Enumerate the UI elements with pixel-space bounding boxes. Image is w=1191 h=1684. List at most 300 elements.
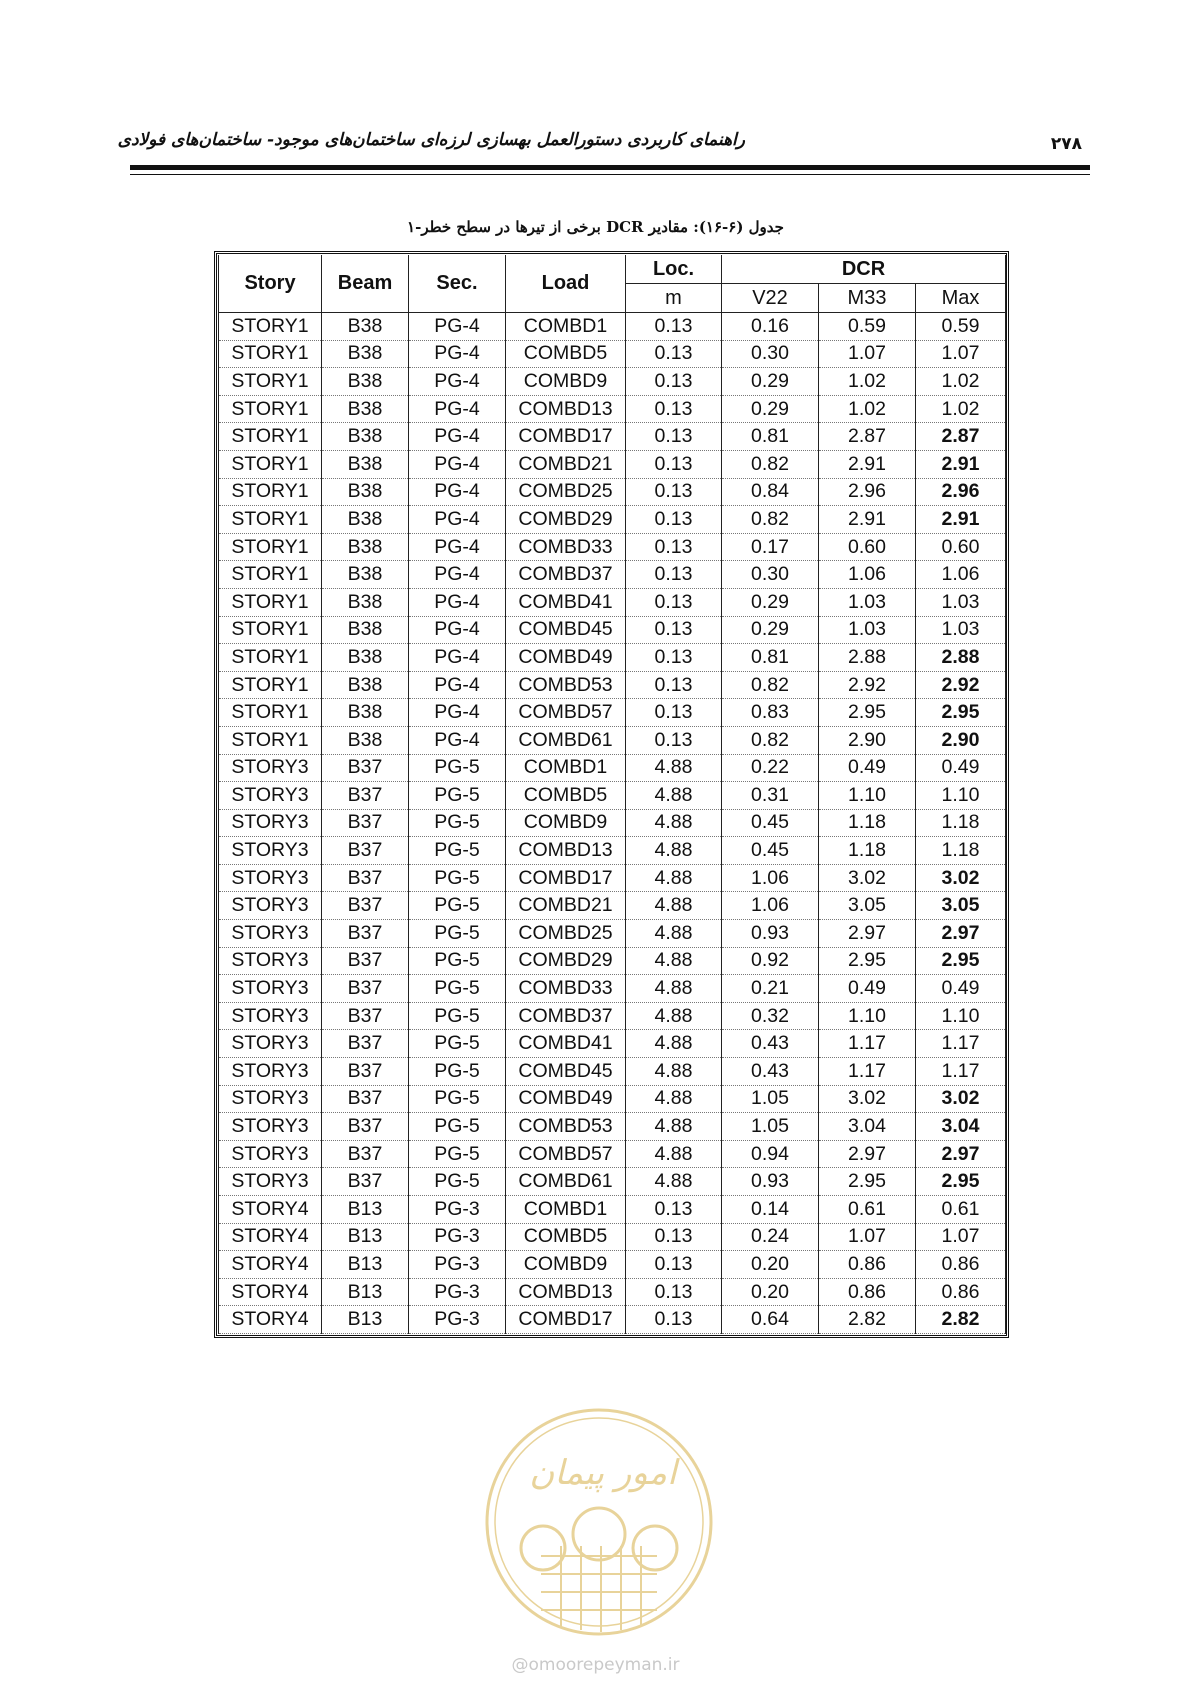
- cell-beam: B38: [322, 478, 409, 506]
- cell-v22: 0.82: [722, 671, 819, 699]
- cell-load: COMBD41: [506, 588, 626, 616]
- cell-max: 0.60: [916, 533, 1006, 561]
- cell-v22: 0.29: [722, 616, 819, 644]
- cell-story: STORY1: [219, 368, 322, 396]
- cell-story: STORY1: [219, 699, 322, 727]
- cell-v22: 0.82: [722, 450, 819, 478]
- cell-max: 2.96: [916, 478, 1006, 506]
- cell-beam: B37: [322, 837, 409, 865]
- cell-sec: PG-3: [409, 1306, 506, 1334]
- table-row: [219, 644, 1006, 672]
- cell-loc: 0.13: [626, 1251, 722, 1279]
- cell-m33: 0.86: [819, 1278, 916, 1306]
- cell-load: COMBD17: [506, 423, 626, 451]
- cell-m33: 1.17: [819, 1030, 916, 1058]
- table-row: [219, 1085, 1006, 1113]
- cell-v22: 0.30: [722, 340, 819, 368]
- cell-sec: PG-3: [409, 1278, 506, 1306]
- table-row: [219, 588, 1006, 616]
- table-row: [219, 340, 1006, 368]
- cell-v22: 0.17: [722, 533, 819, 561]
- cell-load: COMBD13: [506, 1278, 626, 1306]
- table-row: [219, 864, 1006, 892]
- cell-beam: B38: [322, 588, 409, 616]
- cell-story: STORY3: [219, 1002, 322, 1030]
- cell-m33: 1.07: [819, 1223, 916, 1251]
- cell-max: 1.07: [916, 1223, 1006, 1251]
- cell-loc: 0.13: [626, 561, 722, 589]
- cell-v22: 0.82: [722, 726, 819, 754]
- cell-load: COMBD25: [506, 920, 626, 948]
- cell-m33: 0.86: [819, 1251, 916, 1279]
- cell-sec: PG-5: [409, 920, 506, 948]
- cell-loc: 0.13: [626, 1196, 722, 1224]
- cell-max: 0.49: [916, 754, 1006, 782]
- cell-v22: 0.92: [722, 947, 819, 975]
- cell-beam: B37: [322, 864, 409, 892]
- cell-load: COMBD13: [506, 837, 626, 865]
- table-row: [219, 368, 1006, 396]
- cell-load: COMBD53: [506, 1113, 626, 1141]
- cell-beam: B38: [322, 340, 409, 368]
- cell-sec: PG-5: [409, 809, 506, 837]
- cell-v22: 0.82: [722, 506, 819, 534]
- cell-loc: 4.88: [626, 1140, 722, 1168]
- cell-m33: 2.92: [819, 671, 916, 699]
- cell-loc: 4.88: [626, 1058, 722, 1086]
- cell-loc: 0.13: [626, 616, 722, 644]
- cell-loc: 4.88: [626, 837, 722, 865]
- cell-beam: B37: [322, 975, 409, 1003]
- cell-load: COMBD53: [506, 671, 626, 699]
- cell-sec: PG-5: [409, 1168, 506, 1196]
- table-row: [219, 423, 1006, 451]
- cell-max: 2.95: [916, 1168, 1006, 1196]
- cell-beam: B37: [322, 754, 409, 782]
- cell-sec: PG-5: [409, 782, 506, 810]
- cell-beam: B38: [322, 368, 409, 396]
- table-row: [219, 1251, 1006, 1279]
- cell-story: STORY3: [219, 1030, 322, 1058]
- cell-beam: B37: [322, 892, 409, 920]
- cell-m33: 3.04: [819, 1113, 916, 1141]
- cell-story: STORY1: [219, 616, 322, 644]
- cell-beam: B38: [322, 561, 409, 589]
- cell-max: 1.03: [916, 588, 1006, 616]
- cell-loc: 4.88: [626, 1085, 722, 1113]
- cell-m33: 1.10: [819, 1002, 916, 1030]
- cell-story: STORY3: [219, 1168, 322, 1196]
- cell-beam: B13: [322, 1306, 409, 1334]
- table-row: [219, 533, 1006, 561]
- cell-m33: 0.59: [819, 313, 916, 341]
- cell-v22: 1.05: [722, 1085, 819, 1113]
- cell-v22: 0.43: [722, 1058, 819, 1086]
- cell-story: STORY3: [219, 1113, 322, 1141]
- table-row: [219, 1223, 1006, 1251]
- cell-beam: B13: [322, 1251, 409, 1279]
- cell-load: COMBD61: [506, 726, 626, 754]
- cell-max: 0.86: [916, 1278, 1006, 1306]
- header-v22: V22: [722, 284, 819, 313]
- cell-story: STORY1: [219, 533, 322, 561]
- table-row: [219, 1278, 1006, 1306]
- cell-max: 1.17: [916, 1058, 1006, 1086]
- cell-load: COMBD33: [506, 533, 626, 561]
- cell-load: COMBD17: [506, 864, 626, 892]
- cell-beam: B13: [322, 1196, 409, 1224]
- cell-beam: B38: [322, 644, 409, 672]
- cell-v22: 0.29: [722, 395, 819, 423]
- cell-load: COMBD37: [506, 1002, 626, 1030]
- cell-story: STORY3: [219, 1058, 322, 1086]
- cell-beam: B37: [322, 1030, 409, 1058]
- cell-sec: PG-5: [409, 1002, 506, 1030]
- cell-v22: 0.30: [722, 561, 819, 589]
- cell-m33: 0.49: [819, 754, 916, 782]
- cell-v22: 0.29: [722, 588, 819, 616]
- table-row: [219, 975, 1006, 1003]
- cell-sec: PG-4: [409, 340, 506, 368]
- cell-m33: 2.87: [819, 423, 916, 451]
- cell-story: STORY4: [219, 1251, 322, 1279]
- table-row: [219, 1002, 1006, 1030]
- cell-max: 2.82: [916, 1306, 1006, 1334]
- cell-m33: 1.18: [819, 837, 916, 865]
- cell-beam: B37: [322, 782, 409, 810]
- cell-v22: 0.32: [722, 1002, 819, 1030]
- cell-sec: PG-4: [409, 478, 506, 506]
- cell-v22: 0.22: [722, 754, 819, 782]
- table-row: [219, 506, 1006, 534]
- cell-m33: 1.03: [819, 616, 916, 644]
- cell-loc: 4.88: [626, 920, 722, 948]
- table-row: [219, 754, 1006, 782]
- cell-m33: 1.02: [819, 368, 916, 396]
- cell-story: STORY1: [219, 726, 322, 754]
- cell-sec: PG-5: [409, 754, 506, 782]
- cell-story: STORY3: [219, 975, 322, 1003]
- cell-loc: 4.88: [626, 782, 722, 810]
- cell-beam: B38: [322, 699, 409, 727]
- cell-loc: 0.13: [626, 1223, 722, 1251]
- cell-v22: 0.24: [722, 1223, 819, 1251]
- cell-beam: B37: [322, 1113, 409, 1141]
- cell-story: STORY1: [219, 423, 322, 451]
- cell-beam: B37: [322, 1002, 409, 1030]
- cell-beam: B38: [322, 671, 409, 699]
- table-row: [219, 809, 1006, 837]
- cell-load: COMBD29: [506, 506, 626, 534]
- cell-max: 3.02: [916, 864, 1006, 892]
- cell-load: COMBD49: [506, 644, 626, 672]
- cell-m33: 3.02: [819, 1085, 916, 1113]
- cell-m33: 2.96: [819, 478, 916, 506]
- cell-beam: B37: [322, 1140, 409, 1168]
- table-row: [219, 313, 1006, 341]
- cell-v22: 0.20: [722, 1251, 819, 1279]
- cell-loc: 0.13: [626, 1306, 722, 1334]
- cell-load: COMBD45: [506, 1058, 626, 1086]
- cell-m33: 1.07: [819, 340, 916, 368]
- cell-load: COMBD9: [506, 809, 626, 837]
- cell-loc: 4.88: [626, 947, 722, 975]
- cell-max: 3.02: [916, 1085, 1006, 1113]
- cell-m33: 1.02: [819, 395, 916, 423]
- cell-story: STORY4: [219, 1196, 322, 1224]
- cell-beam: B38: [322, 506, 409, 534]
- header-rule-thin: [130, 174, 1090, 175]
- cell-m33: 2.82: [819, 1306, 916, 1334]
- cell-loc: 4.88: [626, 754, 722, 782]
- header-load: Load: [506, 255, 626, 313]
- header-max: Max: [916, 284, 1006, 313]
- cell-load: COMBD1: [506, 754, 626, 782]
- cell-loc: 0.13: [626, 450, 722, 478]
- table-row: [219, 920, 1006, 948]
- cell-v22: 0.14: [722, 1196, 819, 1224]
- cell-max: 2.91: [916, 450, 1006, 478]
- cell-story: STORY3: [219, 837, 322, 865]
- cell-v22: 0.84: [722, 478, 819, 506]
- table-row: [219, 450, 1006, 478]
- cell-loc: 4.88: [626, 975, 722, 1003]
- cell-v22: 1.05: [722, 1113, 819, 1141]
- cell-max: 0.49: [916, 975, 1006, 1003]
- cell-sec: PG-3: [409, 1223, 506, 1251]
- cell-m33: 0.60: [819, 533, 916, 561]
- cell-loc: 0.13: [626, 368, 722, 396]
- table-row: [219, 1196, 1006, 1224]
- cell-sec: PG-5: [409, 947, 506, 975]
- cell-max: 2.97: [916, 1140, 1006, 1168]
- cell-beam: B38: [322, 395, 409, 423]
- cell-v22: 0.31: [722, 782, 819, 810]
- cell-load: COMBD33: [506, 975, 626, 1003]
- cell-story: STORY3: [219, 864, 322, 892]
- cell-sec: PG-5: [409, 1030, 506, 1058]
- header-beam: Beam: [322, 255, 409, 313]
- cell-loc: 0.13: [626, 423, 722, 451]
- cell-v22: 0.83: [722, 699, 819, 727]
- cell-v22: 0.21: [722, 975, 819, 1003]
- table-row: [219, 561, 1006, 589]
- cell-max: 0.59: [916, 313, 1006, 341]
- cell-m33: 2.91: [819, 506, 916, 534]
- cell-v22: 0.81: [722, 644, 819, 672]
- cell-v22: 0.29: [722, 368, 819, 396]
- cell-story: STORY3: [219, 754, 322, 782]
- cell-sec: PG-4: [409, 395, 506, 423]
- cell-m33: 3.05: [819, 892, 916, 920]
- cell-story: STORY1: [219, 671, 322, 699]
- cell-max: 1.10: [916, 1002, 1006, 1030]
- cell-max: 1.06: [916, 561, 1006, 589]
- cell-load: COMBD5: [506, 782, 626, 810]
- cell-sec: PG-4: [409, 616, 506, 644]
- cell-m33: 1.10: [819, 782, 916, 810]
- cell-beam: B38: [322, 533, 409, 561]
- cell-sec: PG-4: [409, 644, 506, 672]
- cell-sec: PG-5: [409, 1085, 506, 1113]
- cell-load: COMBD1: [506, 313, 626, 341]
- header-m33: M33: [819, 284, 916, 313]
- header-rule-thick: [130, 165, 1090, 170]
- cell-story: STORY1: [219, 313, 322, 341]
- cell-v22: 0.45: [722, 809, 819, 837]
- cell-max: 2.91: [916, 506, 1006, 534]
- cell-beam: B37: [322, 947, 409, 975]
- running-header-title: راهنمای کاربردی دستورالعمل بهسازی لرزه‌ای ساختمان‌های موجود- ساختمان‌های فولادی: [117, 130, 745, 150]
- cell-sec: PG-4: [409, 533, 506, 561]
- watermark-url-text: omoorepeyman.ir: [528, 1655, 680, 1675]
- page-number: ۲۷۸: [1050, 134, 1082, 154]
- cell-max: 2.92: [916, 671, 1006, 699]
- cell-beam: B38: [322, 450, 409, 478]
- table-row: [219, 1058, 1006, 1086]
- cell-story: STORY1: [219, 395, 322, 423]
- header-story: Story: [219, 255, 322, 313]
- cell-story: STORY3: [219, 892, 322, 920]
- cell-loc: 0.13: [626, 644, 722, 672]
- table-row: [219, 1030, 1006, 1058]
- omoorepeyman-logo-watermark: [483, 1406, 715, 1638]
- cell-v22: 0.93: [722, 1168, 819, 1196]
- cell-sec: PG-5: [409, 1113, 506, 1141]
- cell-sec: PG-5: [409, 1058, 506, 1086]
- cell-story: STORY1: [219, 644, 322, 672]
- cell-max: 2.88: [916, 644, 1006, 672]
- cell-load: COMBD5: [506, 1223, 626, 1251]
- cell-sec: PG-3: [409, 1196, 506, 1224]
- cell-loc: 4.88: [626, 809, 722, 837]
- table-row: [219, 1306, 1006, 1334]
- cell-sec: PG-4: [409, 671, 506, 699]
- cell-loc: 0.13: [626, 313, 722, 341]
- cell-max: 0.61: [916, 1196, 1006, 1224]
- cell-max: 1.07: [916, 340, 1006, 368]
- watermark-logo-text: امور پیمان: [529, 1453, 677, 1493]
- cell-story: STORY1: [219, 340, 322, 368]
- table-row: [219, 726, 1006, 754]
- cell-m33: 2.91: [819, 450, 916, 478]
- cell-loc: 0.13: [626, 395, 722, 423]
- cell-beam: B38: [322, 616, 409, 644]
- cell-load: COMBD37: [506, 561, 626, 589]
- cell-sec: PG-4: [409, 313, 506, 341]
- table-row: [219, 1140, 1006, 1168]
- dcr-table: [218, 255, 1006, 1334]
- cell-max: 1.10: [916, 782, 1006, 810]
- cell-story: STORY1: [219, 478, 322, 506]
- cell-max: 1.17: [916, 1030, 1006, 1058]
- cell-story: STORY3: [219, 947, 322, 975]
- cell-v22: 1.06: [722, 864, 819, 892]
- cell-sec: PG-4: [409, 423, 506, 451]
- cell-load: COMBD41: [506, 1030, 626, 1058]
- cell-loc: 0.13: [626, 588, 722, 616]
- cell-beam: B37: [322, 920, 409, 948]
- header-location: Loc.: [626, 255, 722, 284]
- cell-load: COMBD61: [506, 1168, 626, 1196]
- cell-m33: 2.95: [819, 1168, 916, 1196]
- cell-loc: 0.13: [626, 533, 722, 561]
- table-row: [219, 782, 1006, 810]
- cell-m33: 1.03: [819, 588, 916, 616]
- cell-load: COMBD25: [506, 478, 626, 506]
- cell-loc: 4.88: [626, 1030, 722, 1058]
- cell-m33: 2.95: [819, 699, 916, 727]
- table-row: [219, 1168, 1006, 1196]
- cell-load: COMBD13: [506, 395, 626, 423]
- cell-v22: 1.06: [722, 892, 819, 920]
- cell-max: 3.05: [916, 892, 1006, 920]
- cell-loc: 4.88: [626, 1168, 722, 1196]
- header-dcr: DCR: [722, 255, 1006, 284]
- cell-max: 0.86: [916, 1251, 1006, 1279]
- cell-max: 2.95: [916, 947, 1006, 975]
- cell-load: COMBD57: [506, 699, 626, 727]
- cell-loc: 0.13: [626, 726, 722, 754]
- cell-max: 1.18: [916, 809, 1006, 837]
- cell-loc: 4.88: [626, 1002, 722, 1030]
- cell-beam: B37: [322, 1058, 409, 1086]
- table-row: [219, 671, 1006, 699]
- cell-max: 1.02: [916, 395, 1006, 423]
- cell-sec: PG-5: [409, 864, 506, 892]
- cell-story: STORY3: [219, 782, 322, 810]
- cell-story: STORY1: [219, 561, 322, 589]
- cell-load: COMBD57: [506, 1140, 626, 1168]
- header-location-unit: m: [626, 284, 722, 313]
- cell-sec: PG-4: [409, 450, 506, 478]
- cell-load: COMBD5: [506, 340, 626, 368]
- cell-v22: 0.20: [722, 1278, 819, 1306]
- cell-max: 2.97: [916, 920, 1006, 948]
- dcr-table-frame: [214, 251, 1009, 1338]
- cell-v22: 0.16: [722, 313, 819, 341]
- cell-max: 1.03: [916, 616, 1006, 644]
- dcr-table-body: [219, 313, 1006, 1334]
- cell-m33: 2.95: [819, 947, 916, 975]
- cell-story: STORY4: [219, 1223, 322, 1251]
- watermark-url: @omoorepeyman.ir: [511, 1655, 680, 1675]
- cell-beam: B37: [322, 1168, 409, 1196]
- table-row: [219, 892, 1006, 920]
- cell-load: COMBD29: [506, 947, 626, 975]
- cell-max: 2.90: [916, 726, 1006, 754]
- cell-load: COMBD17: [506, 1306, 626, 1334]
- cell-max: 1.18: [916, 837, 1006, 865]
- cell-m33: 1.06: [819, 561, 916, 589]
- cell-sec: PG-4: [409, 726, 506, 754]
- cell-story: STORY4: [219, 1278, 322, 1306]
- cell-story: STORY1: [219, 450, 322, 478]
- cell-sec: PG-4: [409, 506, 506, 534]
- cell-m33: 3.02: [819, 864, 916, 892]
- table-row: [219, 1113, 1006, 1141]
- cell-m33: 0.61: [819, 1196, 916, 1224]
- cell-story: STORY3: [219, 1085, 322, 1113]
- cell-sec: PG-5: [409, 1140, 506, 1168]
- cell-loc: 4.88: [626, 1113, 722, 1141]
- cell-loc: 4.88: [626, 892, 722, 920]
- cell-v22: 0.64: [722, 1306, 819, 1334]
- cell-v22: 0.93: [722, 920, 819, 948]
- table-row: [219, 837, 1006, 865]
- cell-sec: PG-5: [409, 837, 506, 865]
- cell-sec: PG-3: [409, 1251, 506, 1279]
